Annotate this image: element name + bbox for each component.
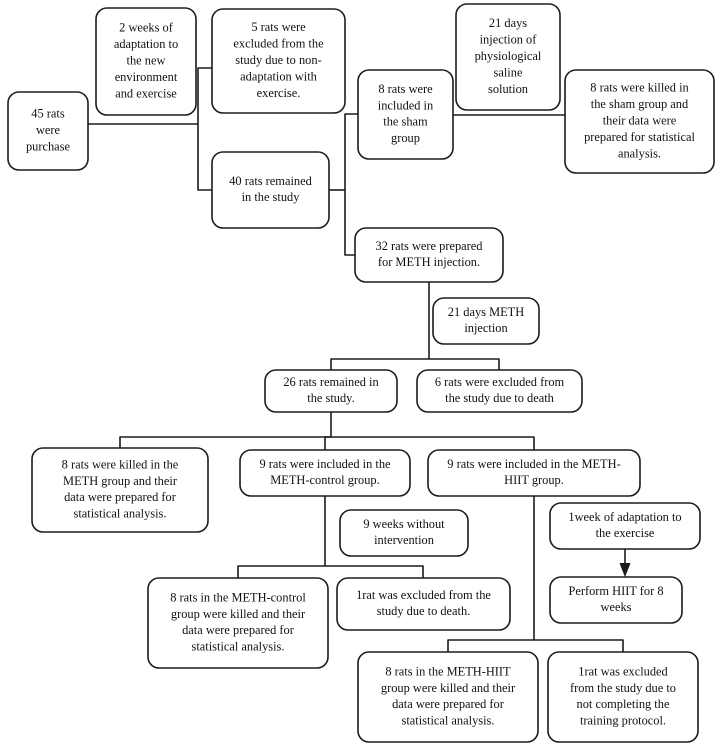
node-methhiit9 xyxy=(428,450,640,496)
node-label-remained40: 40 rats remained in the study xyxy=(229,173,312,205)
node-excluded6 xyxy=(417,370,582,412)
node-label-meth21: 21 days METH injection xyxy=(447,304,525,336)
connector-fork4-right-excludedprotocol xyxy=(534,640,623,652)
node-label-adaptation: 2 weeks of adaptation to the new environment and exercise xyxy=(113,20,179,101)
connector-fork2-mid-methcontrol xyxy=(325,437,331,450)
connector-split-to-sham8 xyxy=(345,114,358,190)
connector-split-to-excluded5 xyxy=(198,68,212,124)
node-label-excluded6: 6 rats were excluded from the study due to death xyxy=(434,374,565,406)
connector-split-to-remained40 xyxy=(198,124,212,190)
node-hiitkilled8 xyxy=(358,652,538,742)
connector-fork3-right-excludeddeath xyxy=(325,566,423,578)
node-label-excludeddeath1: 1rat was excluded from the study due to death. xyxy=(356,587,491,619)
node-adapt1week xyxy=(550,503,700,549)
node-label-excludedprotocol1: 1rat was excluded from the study due to not completing the training protocol. xyxy=(570,664,676,728)
node-performhiit xyxy=(550,577,682,623)
node-controlkilled8 xyxy=(148,578,328,668)
node-label-remained26: 26 rats remained in the study. xyxy=(283,374,379,406)
node-meth21 xyxy=(433,298,539,344)
node-adaptation xyxy=(96,8,196,115)
nodes-layer xyxy=(8,4,714,742)
node-label-purchase: 45 rats were purchase xyxy=(25,106,71,154)
connectors-layer xyxy=(88,68,625,652)
node-label-sham8: 8 rats were included in the sham group xyxy=(377,81,434,145)
node-saline21 xyxy=(456,4,560,110)
node-label-methkilled8: 8 rats were killed in the METH group and their data were prepared for statistical analysis. xyxy=(61,457,179,521)
node-label-saline21: 21 days injection of physiological saline solution xyxy=(474,16,542,96)
node-remained40 xyxy=(212,152,329,228)
node-label-shamkilled8: 8 rats were killed in the sham group and their data were prepared for statistical analysis. xyxy=(584,80,695,161)
node-label-prepared32: 32 rats were prepared for METH injection. xyxy=(375,238,483,270)
node-weeks9 xyxy=(340,510,468,556)
node-label-performhiit: Perform HIIT for 8 weeks xyxy=(568,583,664,615)
node-shamkilled8 xyxy=(565,70,714,173)
node-methcontrol9 xyxy=(240,450,410,496)
node-label-controlkilled8: 8 rats in the METH-control group were killed and their data were prepared for statistical analysis. xyxy=(170,590,306,654)
connector-fork2-left-methkilled xyxy=(120,437,331,448)
node-excludedprotocol1 xyxy=(548,652,698,742)
node-excludeddeath1 xyxy=(337,578,510,630)
node-prepared32 xyxy=(355,228,503,282)
node-sham8 xyxy=(358,70,453,159)
node-label-hiitkilled8: 8 rats in the METH-HIIT group were killed and their data were prepared for statistical analysis. xyxy=(380,664,516,728)
node-label-methcontrol9: 9 rats were included in the METH-control group. xyxy=(259,456,391,488)
node-label-methhiit9: 9 rats were included in the METH-HIIT group. xyxy=(447,456,621,488)
connector-split-to-prepared32 xyxy=(345,190,355,255)
connector-fork-right-excluded6 xyxy=(429,359,499,370)
connector-fork2-right-methhiit xyxy=(331,437,534,450)
node-excluded5 xyxy=(212,9,345,113)
node-label-adapt1week: 1week of adaptation to the exercise xyxy=(568,509,682,541)
node-remained26 xyxy=(265,370,397,412)
node-purchase xyxy=(8,92,88,170)
node-methkilled8 xyxy=(32,448,208,532)
node-label-excluded5: 5 rats were excluded from the study due to non-adaptation with exercise. xyxy=(233,20,324,100)
connector-fork3-left-controlkilled xyxy=(238,566,325,578)
connector-fork4-left-hiitkilled xyxy=(448,640,534,652)
connector-fork-left-remained26 xyxy=(331,359,429,370)
node-label-weeks9: 9 weeks without intervention xyxy=(363,516,445,548)
